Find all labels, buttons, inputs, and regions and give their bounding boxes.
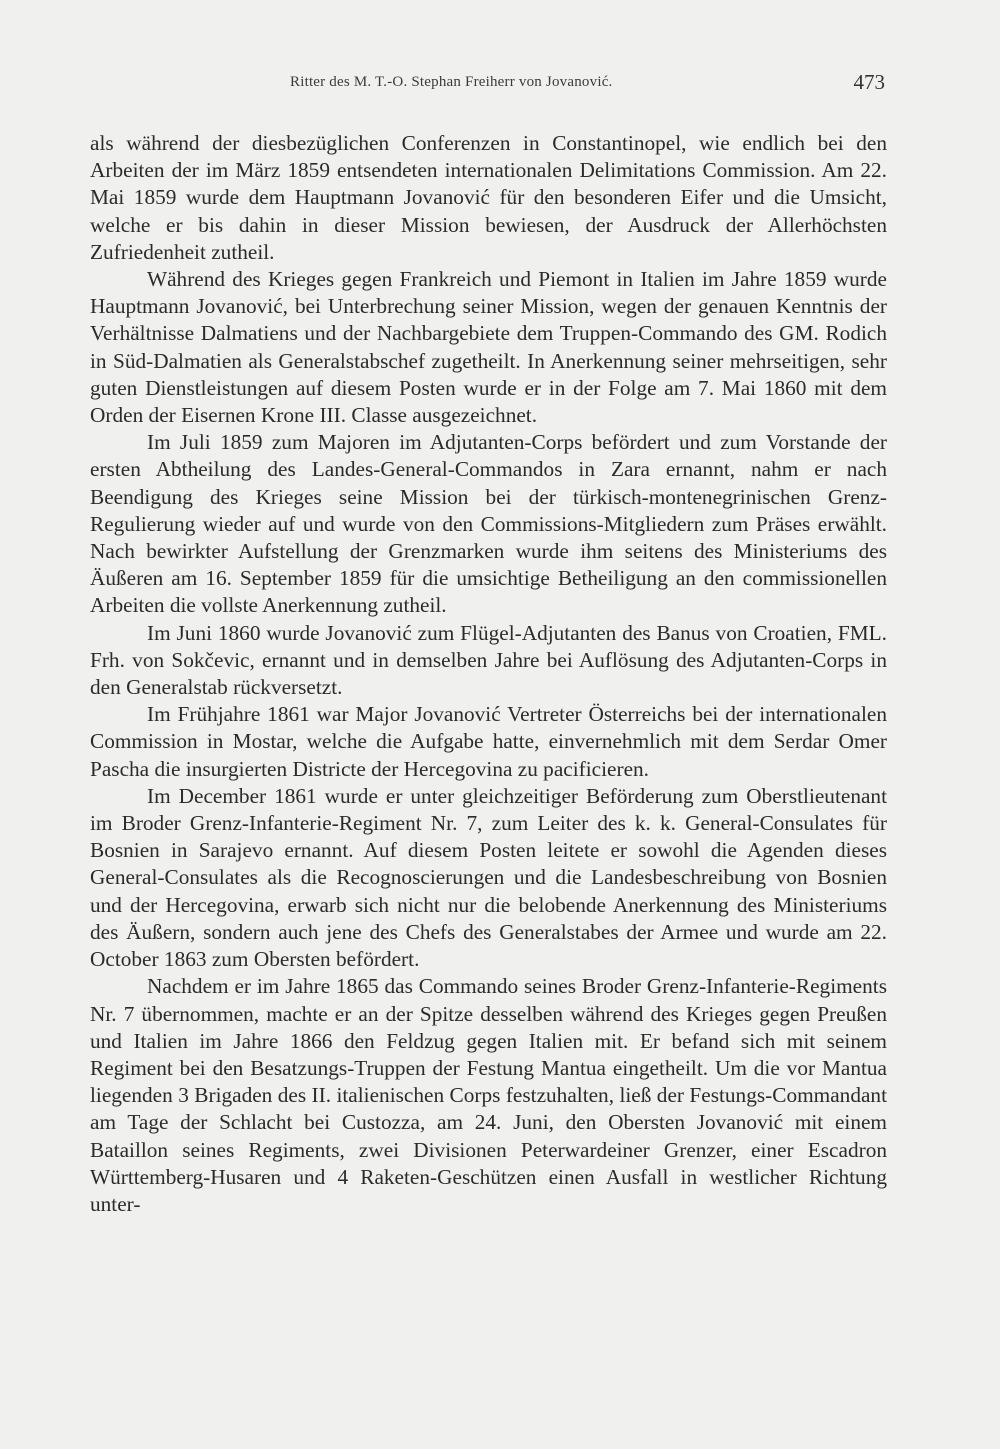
paragraph: Im December 1861 wurde er unter gleichzeitiger Beförderung zum Oberstlieutenant im Broder Grenz-Infanterie-Regiment Nr. 7, zum Leiter des k. k. General-Consulates für Bosnien in Sarajevo ernannt. Auf diesem Posten leitete er sowohl die Agenden dieses General-Consulates als die Recognoscierungen und die Landesbeschreibung von Bosnien und der Hercegovina, erwarb sich nicht nur die belobende Anerkennung des Ministeriums des Äußern, sondern auch jene des Chefs des Generalstabes der Armee und wurde am 22. October 1863 zum Obersten befördert. — [90, 783, 887, 972]
paragraph: Im Juli 1859 zum Majoren im Adjutanten-Corps befördert und zum Vorstande der ersten Abtheilung des Landes-General-Commandos in Zara ernannt, nahm er nach Beendigung des Krieges seine Mission bei der türkisch-montenegrinischen Grenz-Regulierung wieder auf und wurde von den Commissions-Mitgliedern zum Präses erwählt. Nach bewirkter Aufstellung der Grenzmarken wurde ihm seitens des Ministeriums des Äußeren am 16. September 1859 für die umsichtige Betheiligung an den commissionellen Arbeiten die vollste Anerkennung zutheil. — [90, 430, 887, 618]
paragraph: Während des Krieges gegen Frankreich und Piemont in Italien im Jahre 1859 wurde Hauptmann Jovanović, bei Unterbrechung seiner Mission, wegen der genauen Kenntnis der Verhältnisse Dalmatiens und der Nachbargebiete dem Truppen-Commando des GM. Rodich in Süd-Dalmatien als Generalstabschef zugetheilt. In Anerkennung seiner mehrseitigen, sehr guten Dienstleistungen auf diesem Posten wurde er in der Folge am 7. Mai 1860 mit dem Orden der Eisernen Krone III. Classe ausgezeichnet. — [90, 267, 887, 428]
paragraph: Im Frühjahre 1861 war Major Jovanović Vertreter Österreichs bei der internationalen Commission in Mostar, welche die Aufgabe hatte, einvernehmlich mit dem Serdar Omer Pascha die insurgierten Districte der Hercegovina zu pacificieren. — [90, 702, 887, 781]
running-title: Ritter des M. T.-O. Stephan Freiherr von Jovanović. — [290, 74, 613, 90]
running-header — [90, 70, 890, 104]
page-number: 473 — [853, 70, 885, 94]
paragraph: Im Juni 1860 wurde Jovanović zum Flügel-Adjutanten des Banus von Croatien, FML. Frh. von Sokčevic, ernannt und in demselben Jahre bei Auflösung des Adjutanten-Corps in den Generalstab rückversetzt. — [90, 620, 887, 700]
paragraph: Nachdem er im Jahre 1865 das Commando seines Broder Grenz-Infanterie-Regiments Nr. 7 übernommen, machte er an der Spitze desselben während des Krieges gegen Preußen und Italien im Jahre 1866 den Feldzug gegen Italien mit. Er befand sich mit seinem Regiment bei den Besatzungs-Truppen der Festung Mantua eingetheilt. Um die vor Mantua liegenden 3 Brigaden des II. italienischen Corps festzuhalten, ließ der Festungs-Commandant am Tage der Schlacht bei Custozza, am 24. Juni, den Obersten Jovanović mit einem Bataillon seines Regiments, zwei Divisionen Peterwardeiner Grenzer, einer Escadron Württemberg-Husaren und 4 Raketen-Geschützen einen Ausfall in westlicher Richtung unter- — [90, 974, 887, 1216]
body-text — [90, 130, 887, 1218]
paragraph: als während der diesbezüglichen Conferenzen in Constantinopel, wie endlich bei den Arbeiten der im März 1859 entsendeten internationalen Delimitations Commission. Am 22. Mai 1859 wurde dem Hauptmann Jovanović für den besonderen Eifer und die Umsicht, welche er bis dahin in dieser Mission bewiesen, der Ausdruck der Allerhöchsten Zufriedenheit zutheil. — [90, 131, 887, 264]
